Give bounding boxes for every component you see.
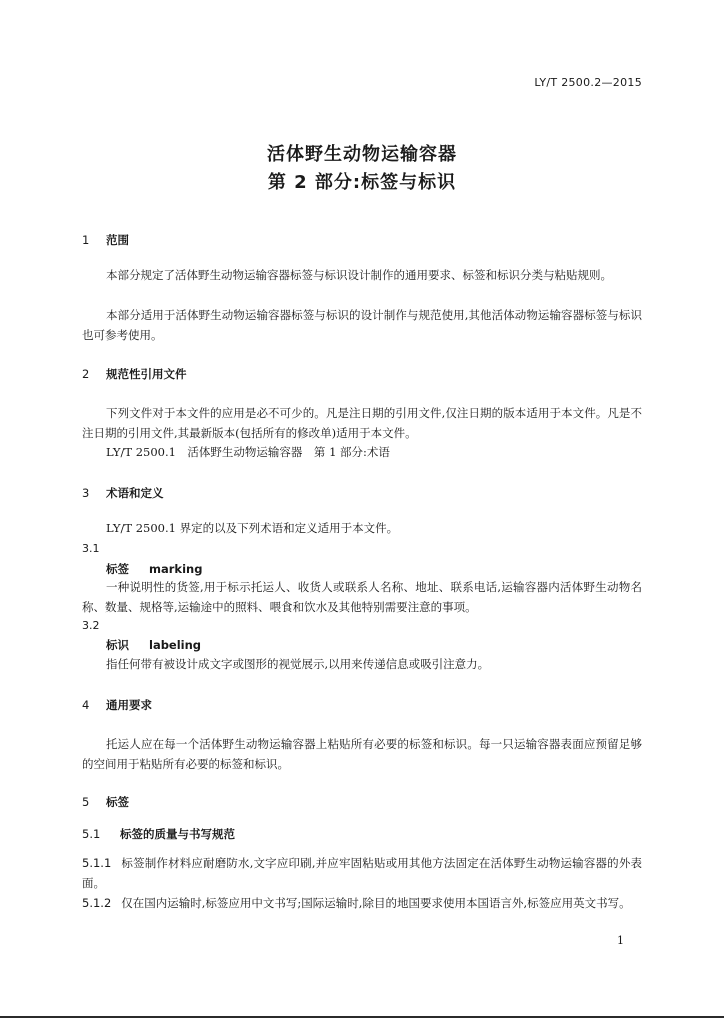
- section-3-intro: LY/T 2500.1 界定的以及下列术语和定义适用于本文件。: [106, 521, 399, 535]
- section-4-paragraph-1: 托运人应在每一个活体野生动物运输容器上粘贴所有必要的标签和标识。每一只运输容器表面应预留足够的空间用于粘贴所有必要的标签和标识。: [82, 737, 642, 771]
- page-number: 1: [617, 934, 624, 947]
- section-number: 4: [82, 698, 90, 712]
- section-title: 通用要求: [106, 698, 153, 712]
- section-1-paragraph-2: 本部分适用于活体野生动物运输容器标签与标识的设计制作与规范使用,其他活体动物运输容器标签与标识也可参考使用。: [82, 308, 642, 342]
- section-number: 5: [82, 795, 90, 809]
- section-2-paragraph-1: 下列文件对于本文件的应用是必不可少的。凡是注日期的引用文件,仅注日期的版本适用于本文件。凡是不注日期的引用文件,其最新版本(包括所有的修改单)适用于本文件。: [82, 406, 642, 440]
- normative-reference: LY/T 2500.1 活体野生动物运输容器 第 1 部分:术语: [106, 445, 390, 459]
- term-3-1-number: 3.1: [82, 542, 100, 555]
- term-3-2-definition: 指任何带有被设计成文字或图形的视觉展示,以用来传递信息或吸引注意力。: [106, 657, 490, 671]
- section-title: 范围: [106, 233, 130, 247]
- section-4-heading: [82, 697, 152, 713]
- clause-5-1-1: [82, 853, 642, 893]
- clause-text: 标签制作材料应耐磨防水,文字应印刷,并应牢固粘贴或用其他方法固定在活体野生动物运输容器的外表面。: [82, 856, 642, 890]
- section-5-heading: [82, 794, 129, 810]
- document-title: 活体野生动物运输容器: [267, 144, 457, 165]
- term-chinese: 标签: [106, 562, 129, 576]
- section-title: 术语和定义: [106, 486, 164, 500]
- clause-5-1-heading: [82, 826, 235, 842]
- section-number: 3: [82, 486, 90, 500]
- clause-text: 仅在国内运输时,标签应用中文书写;国际运输时,除目的地国要求使用本国语言外,标签应用英文书写。: [121, 896, 631, 910]
- term-3-2-heading: [106, 637, 201, 653]
- section-3-heading: [82, 485, 164, 501]
- clause-title: 标签的质量与书写规范: [120, 827, 236, 841]
- term-english: marking: [149, 562, 203, 576]
- section-title: 规范性引用文件: [106, 367, 187, 381]
- standard-code: LY/T 2500.2—2015: [534, 76, 642, 89]
- section-number: 1: [82, 233, 90, 247]
- clause-number: 5.1.2: [82, 896, 112, 910]
- clause-number: 5.1.1: [82, 856, 112, 870]
- section-title: 标签: [106, 795, 130, 809]
- clause-number: 5.1: [82, 827, 101, 841]
- term-3-1-definition: 一种说明性的货签,用于标示托运人、收货人或联系人名称、地址、联系电话,运输容器内活体野生动物名称、数量、规格等,运输途中的照料、喂食和饮水及其他特别需要注意的事项。: [82, 580, 642, 614]
- bottom-rule: [0, 1016, 724, 1018]
- document-subtitle: 第 2 部分:标签与标识: [267, 172, 457, 193]
- term-3-2-number: 3.2: [82, 619, 100, 632]
- section-1-paragraph-1: 本部分规定了活体野生动物运输容器标签与标识设计制作的通用要求、标签和标识分类与粘贴规则。: [106, 268, 612, 282]
- section-2-heading: [82, 366, 187, 382]
- term-chinese: 标识: [106, 638, 129, 652]
- section-1-heading: [82, 232, 129, 248]
- term-3-1-heading: [106, 561, 202, 577]
- term-english: labeling: [149, 638, 202, 652]
- clause-5-1-2: [82, 893, 642, 913]
- section-number: 2: [82, 367, 90, 381]
